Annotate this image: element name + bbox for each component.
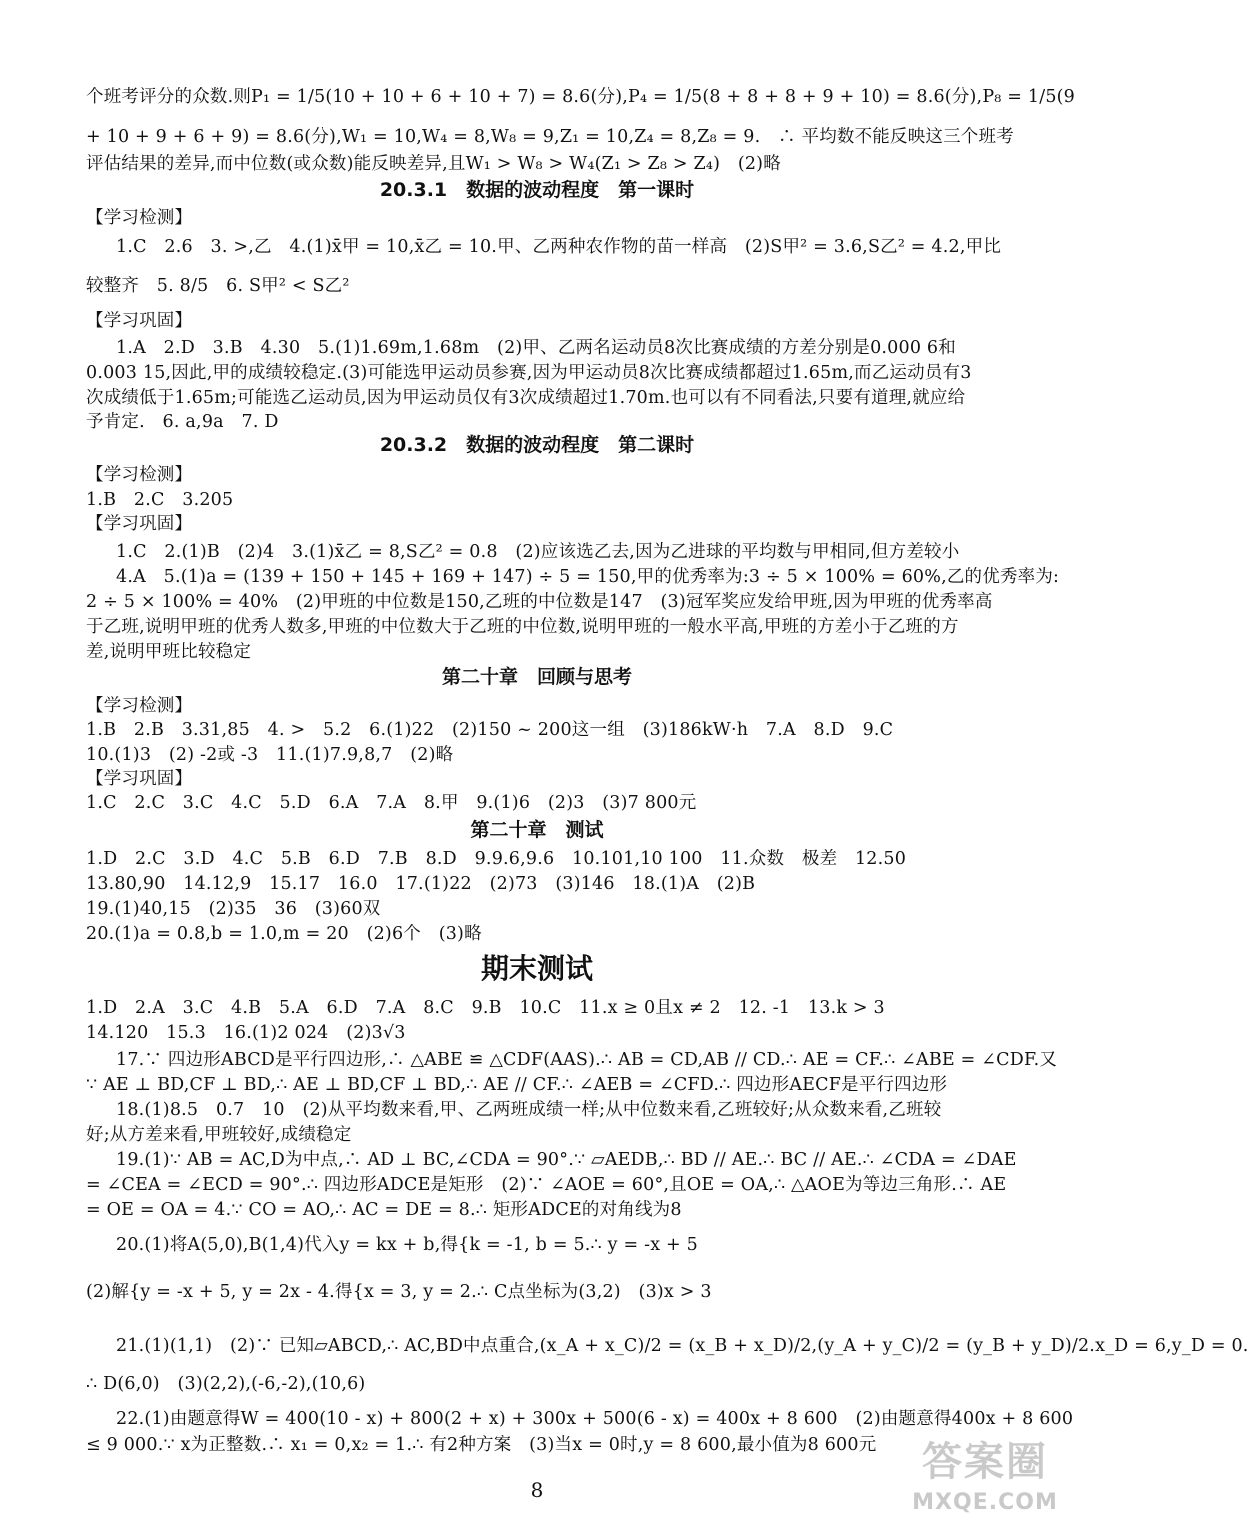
section-heading: 第二十章 测试 <box>470 819 604 841</box>
text-line: ≤ 9 000.∵ x为正整数.∴ x₁ = 0,x₂ = 1.∴ 有2种方案 (3)当x = 0时,y = 8 600,最小值为8 600元 <box>86 1435 877 1455</box>
text-line: 1.D 2.A 3.C 4.B 5.A 6.D 7.A 8.C 9.B 10.C 11.x ≥ 0且x ≠ 2 12. -1 13.k > 3 <box>86 998 885 1018</box>
section-heading: 20.3.2 数据的波动程度 第二课时 <box>379 434 695 456</box>
text-line: 21.(1)(1,1) (2)∵ 已知▱ABCD,∴ AC,BD中点重合,(x_A + x_C)/2 = (x_B + x_D)/2,(y_A + y_C)/2 = (y_B + y_D)/2.x_D = 6,y_D = 0. <box>116 1336 1249 1356</box>
text-line: 14.120 15.3 16.(1)2 024 (2)3√3 <box>86 1023 406 1043</box>
section-label: 【学习检测】 <box>86 696 193 716</box>
text-line: 较整齐 5. 8/5 6. S甲² < S乙² <box>86 276 350 296</box>
section-label: 【学习检测】 <box>86 208 193 228</box>
text-line: 4.A 5.(1)a = (139 + 150 + 145 + 169 + 147) ÷ 5 = 150,甲的优秀率为:3 ÷ 5 × 100% = 60%,乙的优秀率为: <box>116 567 1060 587</box>
text-line: 差,说明甲班比较稳定 <box>86 642 252 662</box>
watermark-text: 答案圈 <box>922 1439 1048 1485</box>
text-line: ∵ AE ⊥ BD,CF ⊥ BD,∴ AE ⊥ BD,CF ⊥ BD,∴ AE // CF.∴ ∠AEB = ∠CFD.∴ 四边形AECF是平行四边形 <box>86 1075 948 1095</box>
text-line: 22.(1)由题意得W = 400(10 - x) + 800(2 + x) + 300x + 500(6 - x) = 400x + 8 600 (2)由题意得400x + 8 600 <box>116 1409 1074 1429</box>
text-line: 1.C 2.C 3.C 4.C 5.D 6.A 7.A 8.甲 9.(1)6 (2)3 (3)7 800元 <box>86 793 697 813</box>
text-line: 1.A 2.D 3.B 4.30 5.(1)1.69m,1.68m (2)甲、乙两名运动员8次比赛成绩的方差分别是0.000 6和 <box>116 338 956 358</box>
text-line: 0.003 15,因此,甲的成绩较稳定.(3)可能选甲运动员参赛,因为甲运动员8次比赛成绩都超过1.65m,而乙运动员有3 <box>86 363 972 383</box>
text-line: 1.D 2.C 3.D 4.C 5.B 6.D 7.B 8.D 9.9.6,9.6 10.101,10 100 11.众数 极差 12.50 <box>86 849 907 869</box>
section-heading: 第二十章 回顾与思考 <box>441 666 632 688</box>
text-line: 13.80,90 14.12,9 15.17 16.0 17.(1)22 (2)73 (3)146 18.(1)A (2)B <box>86 874 756 894</box>
text-line: 18.(1)8.5 0.7 10 (2)从平均数来看,甲、乙两班成绩一样;从中位数来看,乙班较好;从众数来看,乙班较 <box>116 1100 942 1120</box>
page-number: 8 <box>530 1478 544 1502</box>
section-label: 【学习巩固】 <box>86 311 193 331</box>
text-line: 1.C 2.6 3. >,乙 4.(1)x̄甲 = 10,x̄乙 = 10.甲、乙两种农作物的苗一样高 (2)S甲² = 3.6,S乙² = 4.2,甲比 <box>116 237 1002 257</box>
text-line: 好;从方差来看,甲班较好,成绩稳定 <box>86 1125 352 1145</box>
text-line: 19.(1)40,15 (2)35 36 (3)60双 <box>86 899 381 919</box>
watermark-logo <box>910 1436 1060 1528</box>
text-line: ∴ D(6,0) (3)(2,2),(-6,-2),(10,6) <box>86 1374 366 1394</box>
text-line: 次成绩低于1.65m;可能选乙运动员,因为甲运动员仅有3次成绩超过1.70m.也可以有不同看法,只要有道理,就应给 <box>86 388 966 408</box>
text-line: 个班考评分的众数.则P₁ = 1/5(10 + 10 + 6 + 10 + 7) = 8.6(分),P₄ = 1/5(8 + 8 + 8 + 9 + 10) = 8.6(分),P₈ = 1/5(9 <box>86 87 1076 107</box>
text-line: 1.B 2.C 3.205 <box>86 490 234 510</box>
section-label: 【学习巩固】 <box>86 514 193 534</box>
text-line: = OE = OA = 4.∵ CO = AO,∴ AC = DE = 8.∴ 矩形ADCE的对角线为8 <box>86 1200 682 1220</box>
text-line: 予肯定. 6. a,9a 7. D <box>86 412 279 432</box>
section-label: 【学习检测】 <box>86 465 193 485</box>
text-line: (2)解{y = -x + 5, y = 2x - 4.得{x = 3, y = 2.∴ C点坐标为(3,2) (3)x > 3 <box>86 1282 712 1302</box>
text-line: 2 ÷ 5 × 100% = 40% (2)甲班的中位数是150,乙班的中位数是147 (3)冠军奖应发给甲班,因为甲班的优秀率高 <box>86 592 993 612</box>
text-line: 17.∵ 四边形ABCD是平行四边形,∴ △ABE ≌ △CDF(AAS).∴ AB = CD,AB // CD.∴ AE = CF.∴ ∠ABE = ∠CDF.又 <box>116 1050 1058 1070</box>
text-line: 19.(1)∵ AB = AC,D为中点,∴ AD ⊥ BC,∠CDA = 90°.∵ ▱AEDB,∴ BD // AE.∴ BC // AE.∴ ∠CDA = ∠DAE <box>116 1150 1017 1170</box>
final-test-title: 期末测试 <box>480 952 593 985</box>
text-line: 评估结果的差异,而中位数(或众数)能反映差异,且W₁ > W₈ > W₄(Z₁ > Z₈ > Z₄) (2)略 <box>86 154 781 174</box>
text-line: 20.(1)a = 0.8,b = 1.0,m = 20 (2)6个 (3)略 <box>86 924 482 944</box>
section-heading: 20.3.1 数据的波动程度 第一课时 <box>379 179 695 201</box>
text-line: 1.B 2.B 3.31,85 4. > 5.2 6.(1)22 (2)150 ~ 200这一组 (3)186kW·h 7.A 8.D 9.C <box>86 720 894 740</box>
text-line: + 10 + 9 + 6 + 9) = 8.6(分),W₁ = 10,W₄ = 8,W₈ = 9,Z₁ = 10,Z₄ = 8,Z₈ = 9. ∴ 平均数不能反映这三个班考 <box>86 127 1014 147</box>
text-line: 20.(1)将A(5,0),B(1,4)代入y = kx + b,得{k = -1, b = 5.∴ y = -x + 5 <box>116 1235 699 1255</box>
text-line: 1.C 2.(1)B (2)4 3.(1)x̄乙 = 8,S乙² = 0.8 (2)应该选乙去,因为乙进球的平均数与甲相同,但方差较小 <box>116 542 960 562</box>
watermark-url: MXQE.COM <box>912 1490 1058 1515</box>
text-line: = ∠CEA = ∠ECD = 90°.∴ 四边形ADCE是矩形 (2)∵ ∠AOE = 60°,且OE = OA,∴ △AOE为等边三角形.∴ AE <box>86 1175 1007 1195</box>
text-line: 于乙班,说明甲班的优秀人数多,甲班的中位数大于乙班的中位数,说明甲班的一般水平高,甲班的方差小于乙班的方 <box>86 617 959 637</box>
text-line: 10.(1)3 (2) -2或 -3 11.(1)7.9,8,7 (2)略 <box>86 745 454 765</box>
section-label: 【学习巩固】 <box>86 769 193 789</box>
